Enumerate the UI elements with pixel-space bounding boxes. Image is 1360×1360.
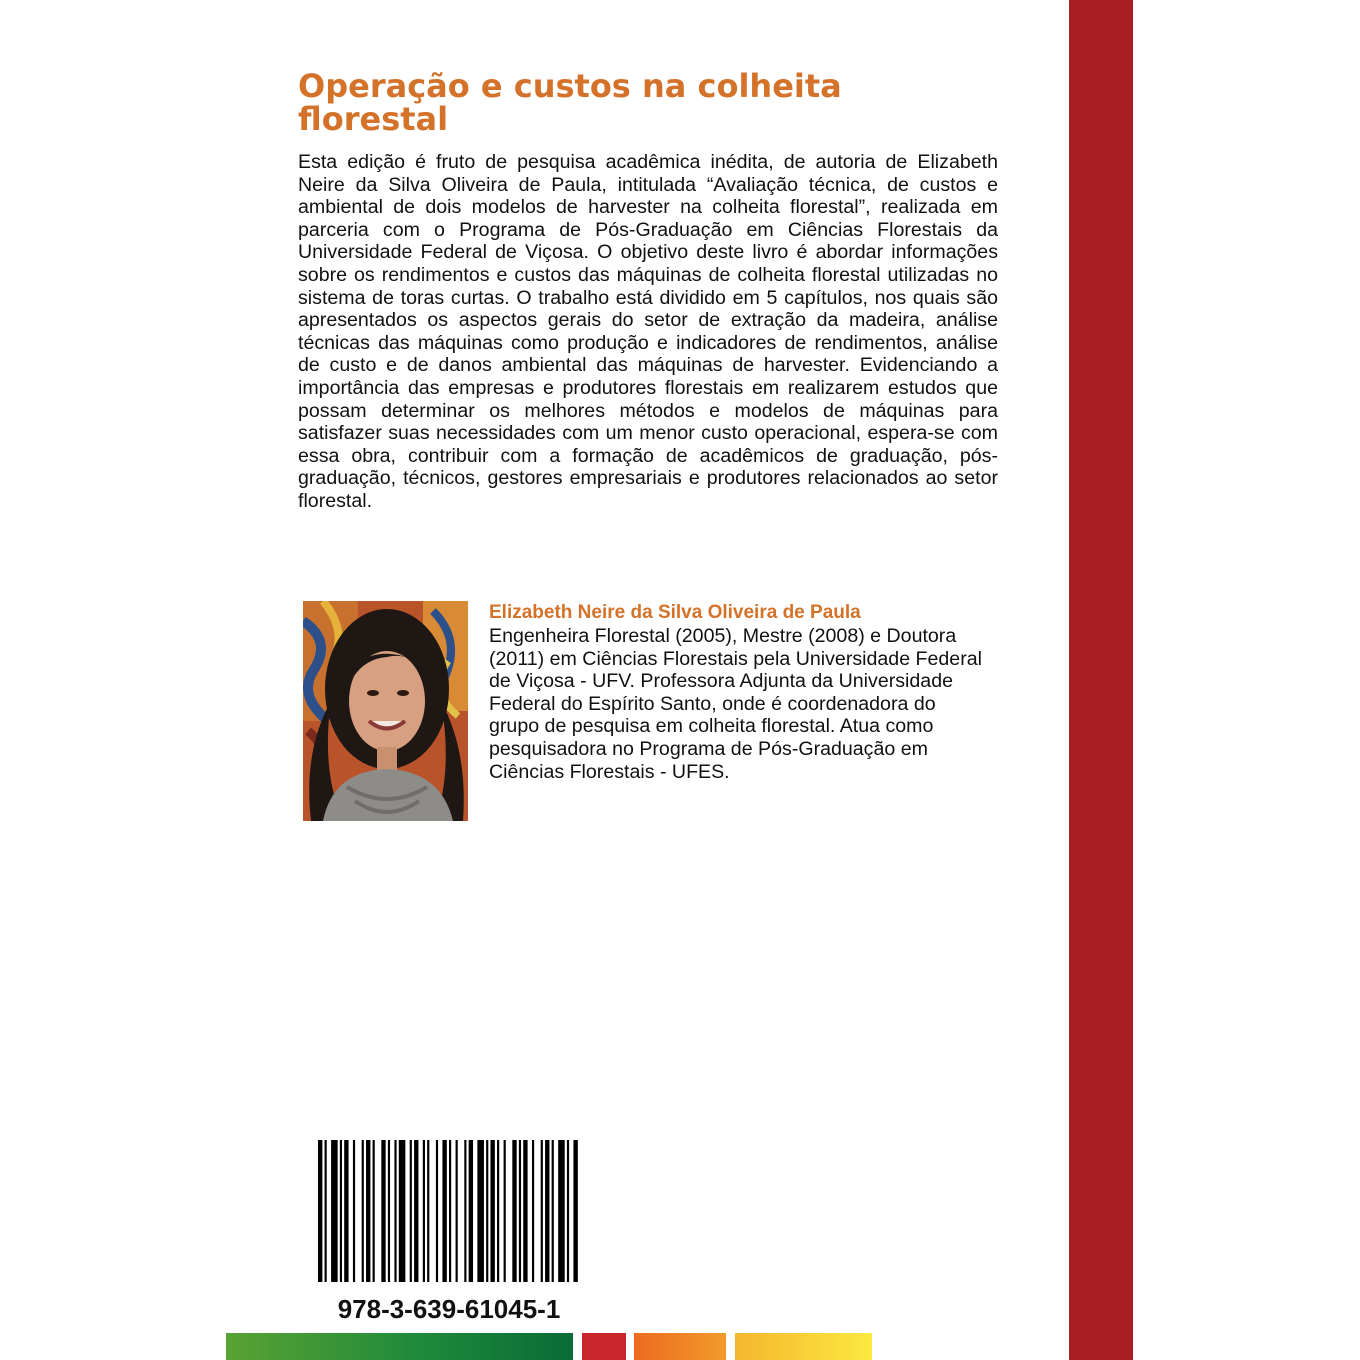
book-description: Esta edição é fruto de pesquisa acadêmica inédita, de autoria de Elizabeth Neire da Silva Oliveira de Paula, intitulada “Avaliação técnica, de custos e ambiental de dois modelos de harvester na colheita florestal”, realizada em parceria com o Programa de Pós-Graduação em Ciências Florestais da Universidade Federal de Viçosa. O objetivo deste livro é abordar informações sobre os rendimentos e custos das máquinas de colheita florestal utilizadas no sistema de toras curtas. O trabalho está dividido em 5 capítulos, nos quais são apresentados os aspectos gerais do setor de extração da madeira, análise técnicas das máquinas como produção e indicadores de rendimentos, análise de custo e de danos ambiental das máquinas de harvester. Evidenciando a importância das empresas e produtores florestais em realizarem estudos que possam determinar os melhores métodos e modelos de máquinas para satisfazer suas necessidades com um menor custo operacional, espera-se com essa obra, contribuir com a formação de acadêmicos de graduação, pós-graduação, técnicos, gestores empresariais e produtores relacionados ao setor florestal. bbox=[298, 151, 998, 512]
barcode-bar bbox=[545, 1140, 549, 1282]
barcode-bar bbox=[423, 1140, 425, 1282]
book-title: Operação e custos na colheita florestal bbox=[298, 67, 842, 138]
barcode-bar bbox=[344, 1140, 348, 1282]
author-photo bbox=[303, 601, 468, 821]
barcode-bar bbox=[325, 1140, 327, 1282]
barcode-bar bbox=[414, 1140, 418, 1282]
isbn-number: 978-3-639-61045-1 bbox=[337, 1294, 561, 1324]
barcode-bar bbox=[381, 1140, 385, 1282]
barcode-bar bbox=[436, 1140, 438, 1282]
barcode-bar bbox=[504, 1140, 506, 1282]
barcode-bar bbox=[410, 1140, 412, 1282]
barcode-bar bbox=[442, 1140, 446, 1282]
color-strip-red bbox=[582, 1333, 626, 1360]
barcode-bar bbox=[558, 1140, 565, 1282]
barcode-bar bbox=[567, 1140, 569, 1282]
color-strip-green bbox=[226, 1333, 573, 1360]
author-name: Elizabeth Neire da Silva Oliveira de Paula bbox=[489, 602, 861, 623]
barcode-bar bbox=[353, 1140, 355, 1282]
isbn-barcode bbox=[316, 1140, 582, 1282]
barcode-bar bbox=[394, 1140, 396, 1282]
barcode-bar bbox=[486, 1140, 488, 1282]
barcode-bar bbox=[388, 1140, 390, 1282]
barcode-bar bbox=[573, 1140, 577, 1282]
barcode-bar bbox=[373, 1140, 375, 1282]
barcode-bar bbox=[399, 1140, 406, 1282]
book-spine bbox=[1069, 0, 1133, 1360]
barcode-bar bbox=[497, 1140, 499, 1282]
barcode-bar bbox=[449, 1140, 451, 1282]
barcode-bar bbox=[318, 1140, 322, 1282]
barcode-bar bbox=[464, 1140, 466, 1282]
color-strip-yellow bbox=[735, 1333, 872, 1360]
barcode-bar bbox=[427, 1140, 429, 1282]
color-strip-orange bbox=[634, 1333, 726, 1360]
barcode-bar bbox=[519, 1140, 521, 1282]
barcode-bar bbox=[362, 1140, 364, 1282]
barcode-bar bbox=[532, 1140, 534, 1282]
barcode-bar bbox=[477, 1140, 484, 1282]
barcode-bar bbox=[331, 1140, 338, 1282]
barcode-bar bbox=[552, 1140, 554, 1282]
barcode-bar bbox=[340, 1140, 342, 1282]
barcode-bar bbox=[366, 1140, 370, 1282]
barcode-bar bbox=[469, 1140, 473, 1282]
barcode-bar bbox=[541, 1140, 543, 1282]
barcode-bar bbox=[490, 1140, 494, 1282]
barcode-bar bbox=[512, 1140, 516, 1282]
author-bio: Engenheira Florestal (2005), Mestre (2008) e Doutora (2011) em Ciências Florestais pela Universidade Federal de Viçosa - UFV. Professora Adjunta da Universidade Federal do Espírito Santo, onde é coordenadora do grupo de pesquisa em colheita florestal. Atua como pesquisadora no Programa de Pós-Graduação em Ciências Florestais - UFES. bbox=[489, 625, 982, 783]
barcode-bar bbox=[456, 1140, 458, 1282]
barcode-bar bbox=[523, 1140, 527, 1282]
